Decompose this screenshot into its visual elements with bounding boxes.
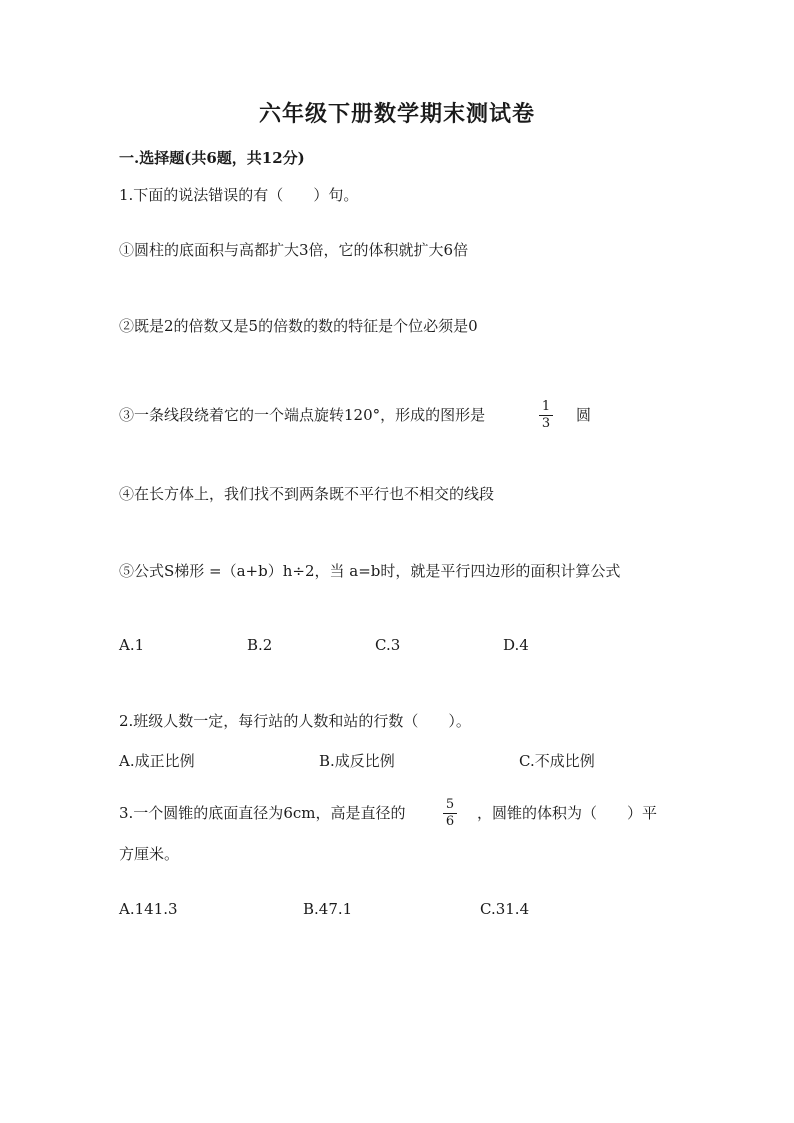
question-2-option-a[interactable]: A.成正比例 — [119, 752, 195, 770]
question-1-statement-2: ②既是2的倍数又是5的倍数的数的特征是个位必须是0 — [119, 317, 478, 335]
fraction-denominator: 3 — [541, 416, 551, 431]
fraction-one-third — [539, 400, 553, 431]
question-3-stem: 3.一个圆锥的底面直径为6cm，高是直径的 — [119, 804, 406, 822]
question-1-option-b[interactable]: B.2 — [247, 636, 273, 654]
question-1-stem: 1.下面的说法错误的有（ ）句。 — [119, 186, 359, 204]
question-2-option-b[interactable]: B.成反比例 — [319, 752, 395, 770]
statement-3-suffix: 圆 — [576, 406, 592, 424]
question-3-stem-line-2: 方厘米。 — [119, 845, 180, 863]
question-3-option-a[interactable]: A.141.3 — [119, 900, 178, 918]
question-1-statement-5: ⑤公式S梯形 =（a+b）h÷2，当 a=b时，就是平行四边形的面积计算公式 — [119, 562, 621, 580]
fraction-denominator: 6 — [445, 814, 455, 829]
question-3-option-b[interactable]: B.47.1 — [303, 900, 353, 918]
fraction-five-sixths — [443, 798, 457, 829]
question-1-option-d[interactable]: D.4 — [503, 636, 529, 654]
question-1-option-a[interactable]: A.1 — [119, 636, 145, 654]
question-1-option-c[interactable]: C.3 — [375, 636, 401, 654]
question-1-statement-3 — [119, 404, 485, 426]
fraction-numerator: 1 — [541, 399, 551, 414]
question-1-statement-4: ④在长方体上，我们找不到两条既不平行也不相交的线段 — [119, 485, 495, 503]
statement-3-text: ③一条线段绕着它的一个端点旋转120°，形成的图形是 — [119, 406, 486, 424]
page-title: 六年级下册数学期末测试卷 — [258, 101, 535, 127]
fraction-numerator: 5 — [445, 797, 455, 812]
question-2-option-c[interactable]: C.不成比例 — [519, 752, 595, 770]
question-3-option-c[interactable]: C.31.4 — [480, 900, 530, 918]
question-1-statement-1: ①圆柱的底面积与高都扩大3倍，它的体积就扩大6倍 — [119, 241, 469, 259]
question-2-stem: 2.班级人数一定，每行站的人数和站的行数（ ）。 — [119, 712, 471, 730]
question-3-stem-continued: ，圆锥的体积为（ ）平 — [477, 804, 658, 822]
section-heading: 一.选择题(共6题，共12分) — [119, 149, 305, 167]
